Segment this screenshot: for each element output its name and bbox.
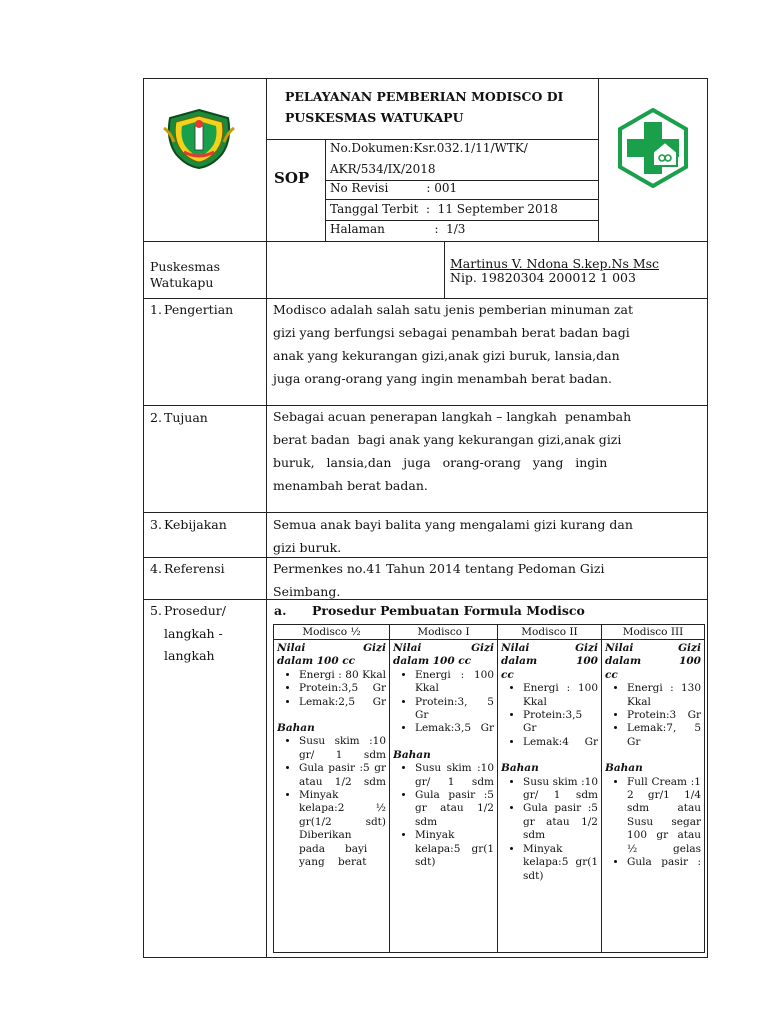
- frame-bottom: [143, 957, 708, 958]
- list-item: • Lemak:7, 5 Gr: [627, 722, 701, 749]
- section-5-label-line-1: Prosedur/: [164, 603, 226, 618]
- nilai-heading: dalam 100: [501, 655, 598, 668]
- note-line: yang berat: [299, 856, 367, 869]
- org-name-line-2: Watukapu: [150, 275, 214, 290]
- column-header: Modisco I: [390, 625, 498, 640]
- modisco-body-row: [274, 640, 705, 953]
- section-col-divider: [266, 298, 267, 958]
- header-bottom-line: [143, 241, 708, 242]
- nilai-heading: cc: [501, 668, 514, 681]
- nutrient-list: [501, 682, 598, 749]
- list-item: • Protein:3,5 Gr: [299, 682, 386, 695]
- document-title-line-2: PUSKESMAS WATUKAPU: [285, 110, 464, 125]
- table-cell: [602, 640, 705, 953]
- list-item: • Gula pasir :5 gr atau 1/2 sdm: [523, 802, 598, 842]
- table-cell: [390, 640, 498, 953]
- document-title-line-1: PELAYANAN PEMBERIAN MODISCO DI: [285, 89, 564, 104]
- list-item: • Minyak kelapa:2 ½ gr(1/2 sdt): [299, 789, 386, 829]
- section-1-label: Pengertian: [164, 302, 234, 317]
- nilai-heading: dalam 100 cc: [393, 655, 472, 668]
- section-1-line-3: anak yang kekurangan gizi,anak gizi buruk, lansia,dan: [273, 348, 620, 363]
- org-name-line-1: Puskesmas: [150, 259, 220, 274]
- section-1-line-4: juga orang-orang yang ingin menambah berat badan.: [273, 371, 613, 386]
- nilai-heading: dalam 100: [605, 655, 701, 668]
- section-1-body: [273, 298, 701, 390]
- section-4-line-1: Permenkes no.41 Tahun 2014 tentang Pedoman Gizi: [273, 561, 605, 576]
- nilai-heading: Nilai Gizi: [605, 642, 701, 654]
- section-5-label-line-3: langkah: [164, 648, 215, 663]
- list-item: • Gula pasir :: [627, 856, 701, 869]
- bahan-list: [277, 735, 386, 829]
- list-item: • Gula pasir :5 gr atau 1/2 sdm: [415, 789, 494, 829]
- signatory-nip: Nip. 19820304 200012 1 003: [450, 270, 636, 285]
- section-1-number: 1.: [150, 302, 162, 317]
- nilai-heading: dalam 100 cc: [277, 655, 356, 668]
- nilai-heading: Nilai Gizi: [277, 642, 386, 654]
- sop-divider: [325, 139, 326, 241]
- issue-date: Tanggal Terbit : 11 September 2018: [330, 202, 558, 216]
- list-item: • Minyak kelapa:5 gr(1 sdt): [523, 843, 598, 883]
- section-1-line-2: gizi yang berfungsi sebagai penambah berat badan bagi: [273, 325, 630, 340]
- list-item: • Energi : 100 Kkal: [523, 682, 598, 709]
- list-item: • Protein:3,5 Gr: [523, 709, 598, 736]
- doc-number-line-2: AKR/534/IX/2018: [330, 162, 436, 176]
- section-3-label: Kebijakan: [164, 517, 227, 532]
- list-item: • Full Cream :1 2 gr/1 1/4 sdm atau Susu segar 100 gr atau ½ gelas: [627, 776, 701, 856]
- nutrient-list: [277, 669, 386, 709]
- bahan-list: [393, 762, 494, 869]
- frame-top: [143, 78, 708, 79]
- puskesmas-logo: [613, 108, 693, 188]
- section-2-line-4: menambah berat badan.: [273, 478, 428, 493]
- section-5-number: 5.: [150, 603, 162, 618]
- frame-left: [143, 78, 144, 958]
- list-item: • Gula pasir :5 gr atau 1/2 sdm: [299, 762, 386, 789]
- column-header: Modisco ½: [274, 625, 390, 640]
- page-number: Halaman : 1/3: [330, 222, 466, 236]
- list-item: • Energi : 130 Kkal: [627, 682, 701, 709]
- list-item: • Susu skim :10 gr/ 1 sdm: [523, 776, 598, 803]
- signatory-name: Martinus V. Ndona S.kep.Ns Msc: [450, 256, 660, 271]
- header-divider-left: [266, 78, 267, 241]
- section-4-line-2: Seimbang.: [273, 584, 341, 599]
- bahan-list: [501, 776, 598, 883]
- list-item: • Energi : 100 Kkal: [415, 669, 494, 696]
- list-item: • Lemak:3,5 Gr: [415, 722, 494, 735]
- list-item: • Lemak:2,5 Gr: [299, 696, 386, 709]
- subsection-marker: a.: [274, 603, 287, 618]
- bahan-heading: Bahan: [605, 762, 643, 775]
- section-3-number: 3.: [150, 517, 162, 532]
- nutrient-list: [393, 669, 494, 736]
- list-item: • Minyak kelapa:5 gr(1 sdt): [415, 829, 494, 869]
- section-2-line-1: Sebagai acuan penerapan langkah – langkah penambah: [273, 409, 632, 424]
- revision-number: No Revisi : 001: [330, 181, 458, 195]
- section-1-line-1: Modisco adalah salah satu jenis pemberian minuman zat: [273, 302, 634, 317]
- modisco-table: [273, 624, 705, 953]
- table-cell: [498, 640, 602, 953]
- section-4-body: [273, 557, 701, 603]
- note-line: pada bayi: [299, 842, 368, 855]
- section-2-body: [273, 405, 701, 497]
- column-header: Modisco II: [498, 625, 602, 640]
- section-3-line-1: Semua anak bayi balita yang mengalami gizi kurang dan: [273, 517, 633, 532]
- bahan-heading: Bahan: [501, 762, 539, 775]
- header-divider-right: [598, 78, 599, 241]
- section-2-label: Tujuan: [164, 410, 208, 425]
- section-4-number: 4.: [150, 561, 162, 576]
- list-item: • Susu skim :10 gr/ 1 sdm: [415, 762, 494, 789]
- bahan-heading: Bahan: [393, 748, 431, 761]
- frame-right: [707, 78, 708, 958]
- bahan-heading: Bahan: [277, 722, 315, 735]
- list-item: • Lemak:4 Gr: [523, 736, 598, 749]
- nilai-heading: Nilai Gizi: [501, 642, 598, 654]
- doc-number-line-1: No.Dokumen:Ksr.032.1/11/WTK/: [330, 141, 528, 155]
- list-item: • Susu skim :10 gr/ 1 sdm: [299, 735, 386, 762]
- section-2-line-3: buruk, lansia,dan juga orang-orang yang ingin: [273, 455, 608, 470]
- list-item: • Protein:3, 5 Gr: [415, 696, 494, 723]
- subsection-title: Prosedur Pembuatan Formula Modisco: [312, 603, 585, 618]
- modisco-header-row: [274, 625, 705, 640]
- list-item: • Protein:3 Gr: [627, 709, 701, 722]
- sop-label: SOP: [274, 169, 310, 187]
- sign-divider-1: [266, 241, 267, 299]
- section-3-body: [273, 513, 701, 559]
- nilai-heading: Nilai Gizi: [393, 642, 494, 654]
- bahan-list: [605, 776, 701, 870]
- section-2-number: 2.: [150, 410, 162, 425]
- list-item: • Energi : 80 Kkal: [299, 669, 386, 682]
- section-5-label-line-2: langkah -: [164, 626, 223, 641]
- note-line: Diberikan: [299, 829, 352, 842]
- nutrient-list: [605, 682, 701, 749]
- sign-divider-2: [444, 241, 445, 299]
- nilai-heading: cc: [605, 668, 618, 681]
- regency-emblem: [162, 108, 236, 170]
- section-3-line-2: gizi buruk.: [273, 540, 342, 555]
- section-2-line-2: berat badan bagi anak yang kekurangan gizi,anak gizi: [273, 432, 622, 447]
- table-cell: [274, 640, 390, 953]
- section-4-label: Referensi: [164, 561, 225, 576]
- column-header: Modisco III: [602, 625, 705, 640]
